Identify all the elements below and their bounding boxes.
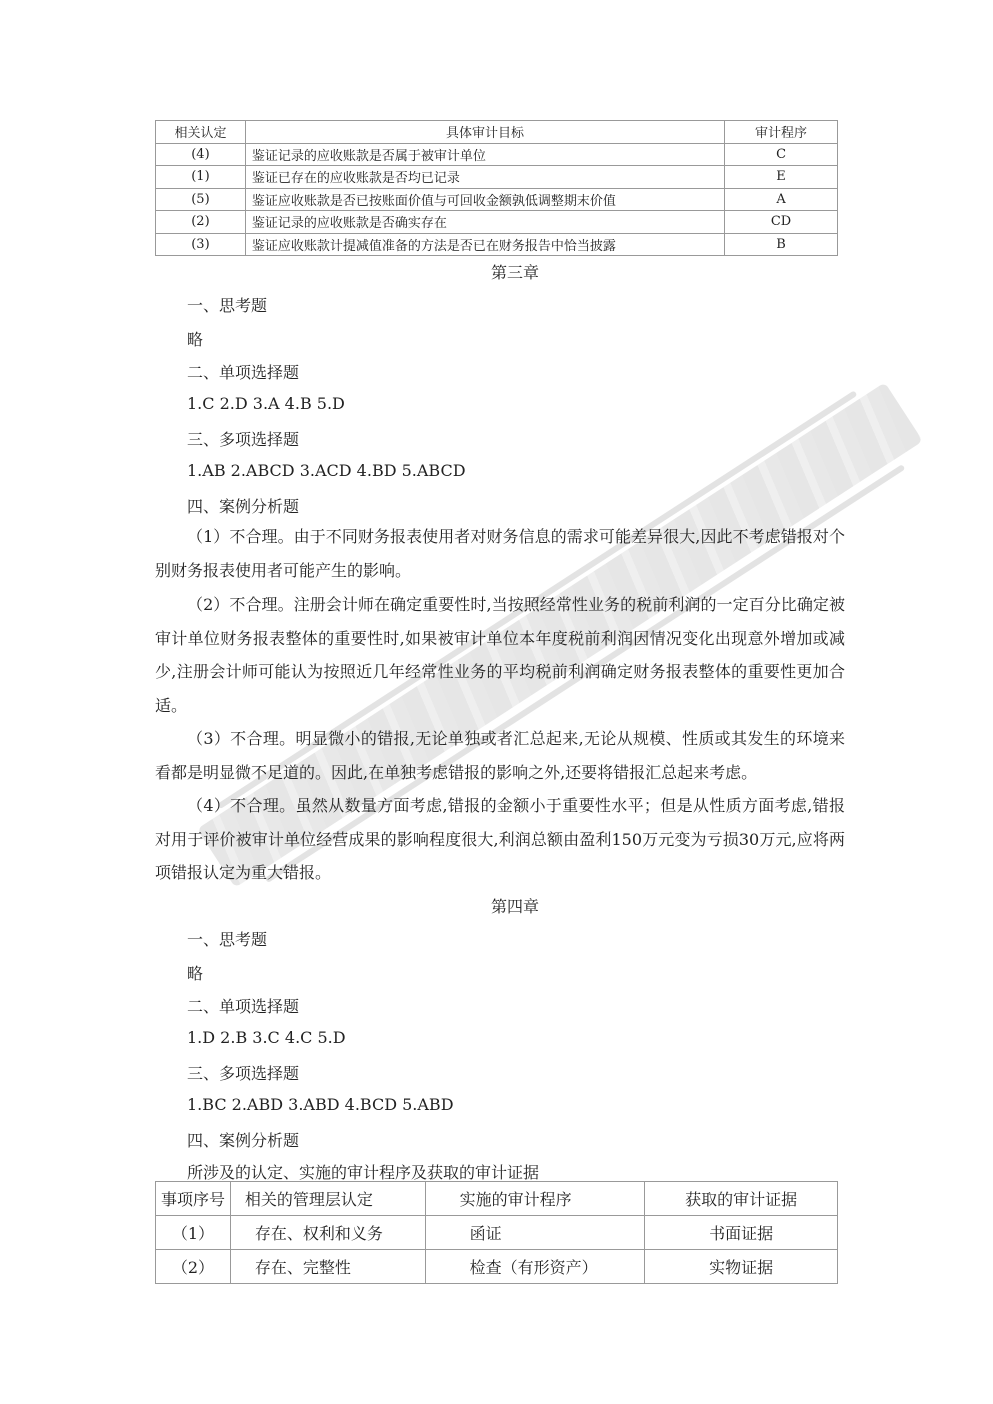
section-heading: 三、多项选择题 [187, 1064, 300, 1083]
table-row [156, 1250, 838, 1284]
table-cell: B [725, 233, 838, 256]
table-header-cell: 事项序号 [156, 1182, 231, 1216]
table-caption: 所涉及的认定、实施的审计程序及获取的审计证据 [187, 1163, 540, 1182]
case-paragraph-3: （3）不合理。明显微小的错报,无论单独或者汇总起来,无论从规模、性质或其发生的环境来看都是明显微不足道的。因此,在单独考虑错报的影响之外,还要将错报汇总起来考虑。 [155, 729, 845, 782]
table-row [156, 166, 838, 189]
table-row [156, 1216, 838, 1250]
table-cell: （1） [156, 1216, 231, 1250]
table-header-cell: 具体审计目标 [245, 121, 724, 144]
audit-objectives-table [155, 120, 838, 256]
table-header-row [156, 121, 838, 144]
section-body: 1.D 2.B 3.C 4.C 5.D [187, 1028, 346, 1047]
case-paragraph-1: （1）不合理。由于不同财务报表使用者对财务信息的需求可能差异很大,因此不考虑错报对个别财务报表使用者可能产生的影响。 [155, 527, 845, 580]
table-cell: 鉴证记录的应收账款是否确实存在 [245, 211, 724, 234]
table-cell: (5) [156, 188, 246, 211]
case-paragraph-2: （2）不合理。注册会计师在确定重要性时,当按照经常性业务的税前利润的一定百分比确定被审计单位财务报表整体的重要性时,如果被审计单位本年度税前利润因情况变化出现意外增加或减少,注册会计师可能认为按照近几年经常性业务的平均税前利润确定财务报表整体的重要性更加合适。 [155, 595, 845, 715]
table-header-row [156, 1182, 838, 1216]
table-row [156, 233, 838, 256]
section-heading: 四、案例分析题 [187, 1131, 300, 1150]
table-cell: 鉴证记录的应收账款是否属于被审计单位 [245, 143, 724, 166]
section-body: 1.BC 2.ABD 3.ABD 4.BCD 5.ABD [187, 1095, 454, 1114]
section-heading: 一、思考题 [187, 930, 268, 949]
table-cell: （2） [156, 1250, 231, 1284]
table-cell: A [725, 188, 838, 211]
table-header-cell: 相关认定 [156, 121, 246, 144]
table-cell: (4) [156, 143, 246, 166]
table-cell: 书面证据 [645, 1216, 838, 1250]
table-cell: 鉴证应收账款是否已按账面价值与可回收金额孰低调整期末价值 [245, 188, 724, 211]
table-cell: C [725, 143, 838, 166]
table-cell: 实物证据 [645, 1250, 838, 1284]
table-cell: 存在、权利和义务 [230, 1216, 425, 1250]
section-heading: 二、单项选择题 [187, 363, 300, 382]
section-heading: 一、思考题 [187, 296, 268, 315]
table-cell: (1) [156, 166, 246, 189]
section-body: 1.AB 2.ABCD 3.ACD 4.BD 5.ABCD [187, 461, 466, 480]
table-row [156, 143, 838, 166]
table-cell: 检查（有形资产） [425, 1250, 645, 1284]
table-cell: 鉴证已存在的应收账款是否均已记录 [245, 166, 724, 189]
table-cell: (3) [156, 233, 246, 256]
table-cell: 鉴证应收账款计提减值准备的方法是否已在财务报告中恰当披露 [245, 233, 724, 256]
chapter-3-title: 第三章 [490, 263, 539, 282]
table-row [156, 211, 838, 234]
table-header-cell: 相关的管理层认定 [230, 1182, 425, 1216]
table-cell: CD [725, 211, 838, 234]
section-heading: 二、单项选择题 [187, 997, 300, 1016]
table-cell: 函证 [425, 1216, 645, 1250]
table-row [156, 188, 838, 211]
section-heading: 四、案例分析题 [187, 497, 300, 516]
section-body: 略 [187, 330, 204, 349]
table-header-cell: 获取的审计证据 [645, 1182, 838, 1216]
case-paragraph-4: （4）不合理。虽然从数量方面考虑,错报的金额小于重要性水平；但是从性质方面考虑,错报对用于评价被审计单位经营成果的影响程度很大,利润总额由盈利150万元变为亏损30万元,应将两项错报认定为重大错报。 [155, 796, 845, 882]
section-body: 略 [187, 964, 204, 983]
table-header-cell: 审计程序 [725, 121, 838, 144]
table-cell: (2) [156, 211, 246, 234]
chapter-4-title: 第四章 [490, 897, 539, 916]
section-body: 1.C 2.D 3.A 4.B 5.D [187, 394, 345, 413]
table-header-cell: 实施的审计程序 [425, 1182, 645, 1216]
section-heading: 三、多项选择题 [187, 430, 300, 449]
table-cell: E [725, 166, 838, 189]
table-cell: 存在、完整性 [230, 1250, 425, 1284]
audit-evidence-table [155, 1181, 838, 1284]
